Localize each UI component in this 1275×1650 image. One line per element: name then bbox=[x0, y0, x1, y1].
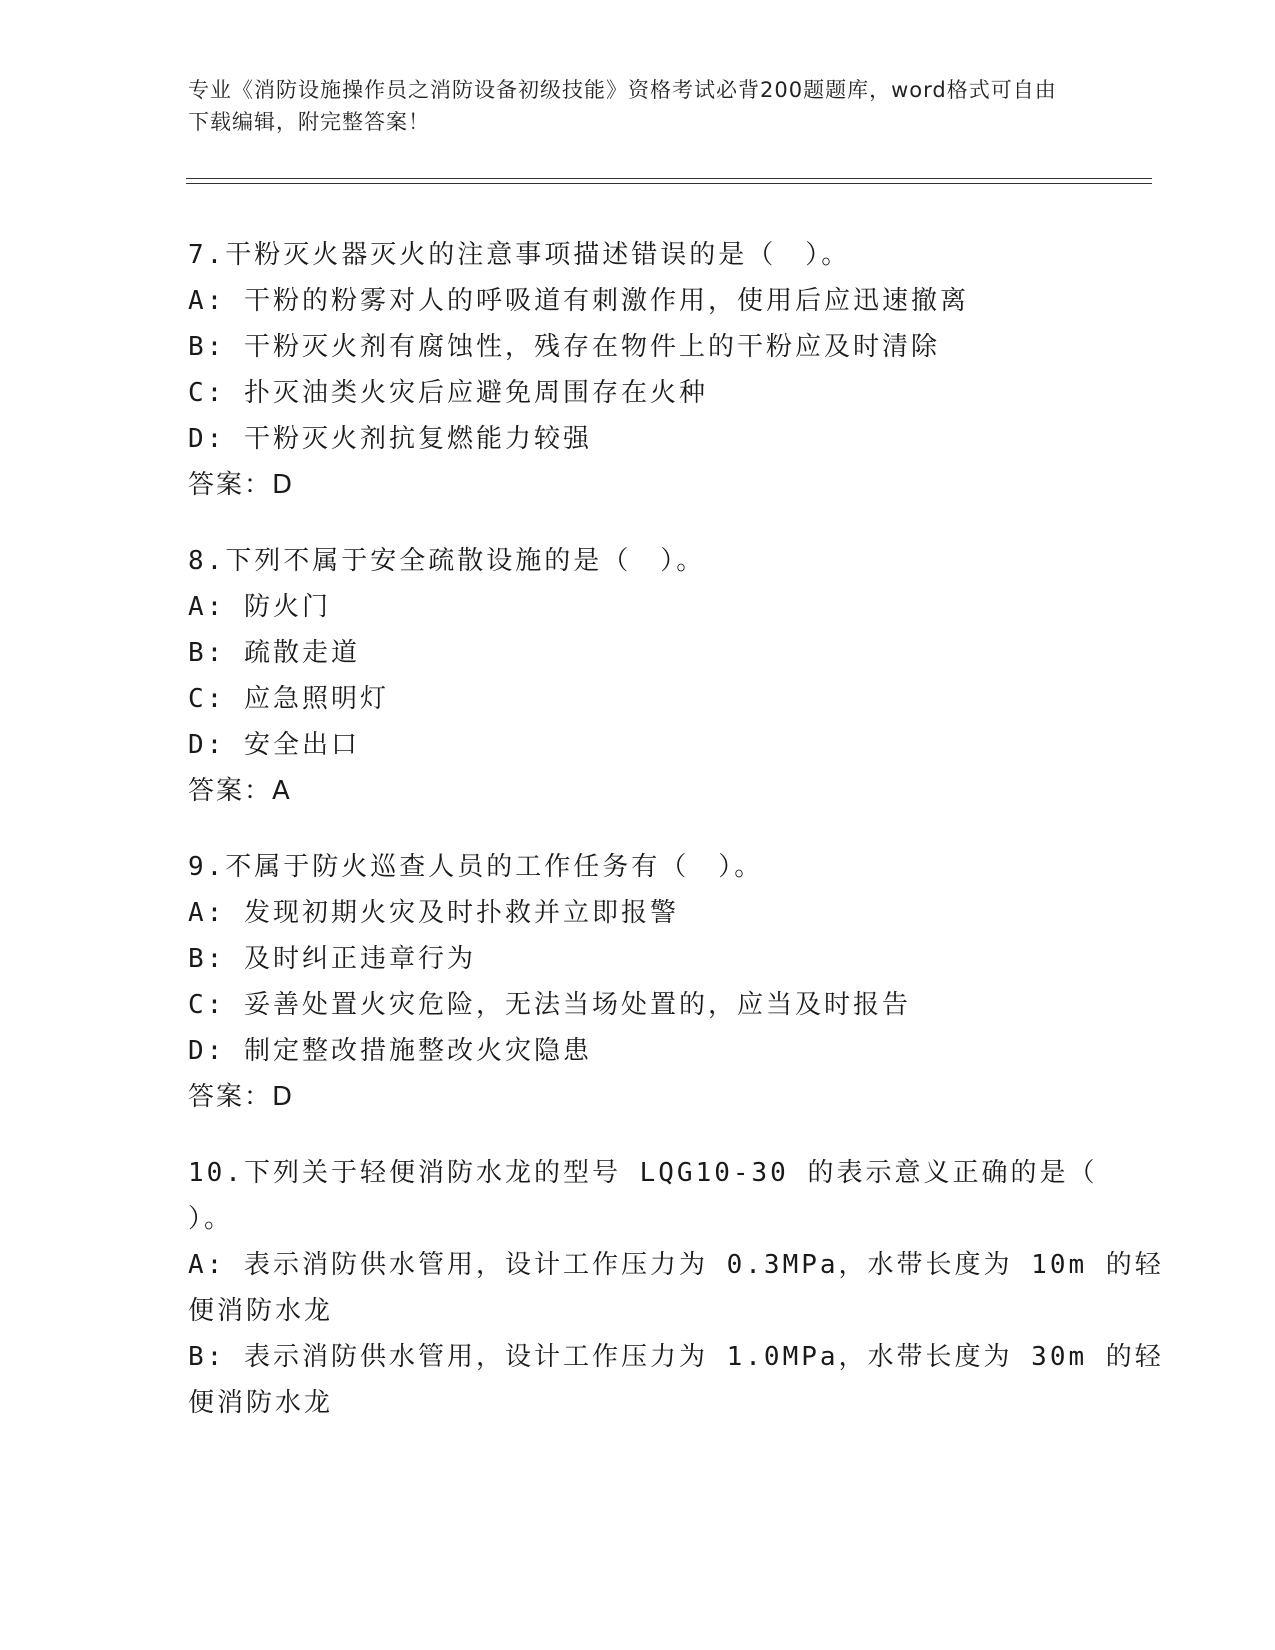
option-b: B: 及时纠正违章行为 bbox=[188, 944, 476, 974]
option-b: B: 表示消防供水管用，设计工作压力为 1.0MPa，水带长度为 30m 的轻 bbox=[188, 1342, 1164, 1372]
option-b: B: 干粉灭火剂有腐蚀性，残存在物件上的干粉应及时清除 bbox=[188, 332, 940, 362]
option-a: A: 防火门 bbox=[188, 592, 331, 622]
answer-line: 答案：D bbox=[188, 1082, 295, 1112]
question-10 bbox=[188, 1150, 1164, 1426]
option-a: A: 干粉的粉雾对人的呼吸道有刺激作用，使用后应迅速撤离 bbox=[188, 286, 969, 316]
question-9 bbox=[188, 844, 1088, 1120]
document-header: 专业《消防设施操作员之消防设备初级技能》资格考试必背200题题库，word格式可自由下载编辑，附完整答案！ bbox=[188, 78, 1057, 134]
header-divider-top bbox=[186, 178, 1152, 179]
option-a: A: 表示消防供水管用，设计工作压力为 0.3MPa，水带长度为 10m 的轻 bbox=[188, 1250, 1164, 1280]
option-d: D: 制定整改措施整改火灾隐患 bbox=[188, 1036, 592, 1066]
option-d: D: 干粉灭火剂抗复燃能力较强 bbox=[188, 424, 592, 454]
question-stem: 7.干粉灭火器灭火的注意事项描述错误的是（ ）。 bbox=[188, 240, 851, 270]
answer-line: 答案：A bbox=[188, 776, 292, 806]
option-c: C: 应急照明灯 bbox=[188, 684, 389, 714]
option-a: A: 发现初期火灾及时扑救并立即报警 bbox=[188, 898, 679, 928]
option-c: C: 扑灭油类火灾后应避免周围存在火种 bbox=[188, 378, 708, 408]
option-b: B: 疏散走道 bbox=[188, 638, 360, 668]
option-c: C: 妥善处置火灾危险，无法当场处置的，应当及时报告 bbox=[188, 990, 911, 1020]
question-stem: 8.下列不属于安全疏散设施的是（ ）。 bbox=[188, 546, 706, 576]
question-7 bbox=[188, 232, 1088, 508]
question-stem: 9.不属于防火巡查人员的工作任务有（ ）。 bbox=[188, 852, 764, 882]
option-a-continued: 便消防水龙 bbox=[188, 1296, 334, 1326]
option-b-continued: 便消防水龙 bbox=[188, 1388, 334, 1418]
question-8 bbox=[188, 538, 1088, 814]
option-d: D: 安全出口 bbox=[188, 730, 360, 760]
answer-line: 答案：D bbox=[188, 470, 295, 500]
question-stem-continued: ）。 bbox=[188, 1204, 234, 1234]
question-list bbox=[188, 232, 1164, 1456]
header-divider-bottom bbox=[186, 183, 1152, 184]
question-stem: 10.下列关于轻便消防水龙的型号 LQG10-30 的表示意义正确的是（ bbox=[188, 1158, 1098, 1188]
